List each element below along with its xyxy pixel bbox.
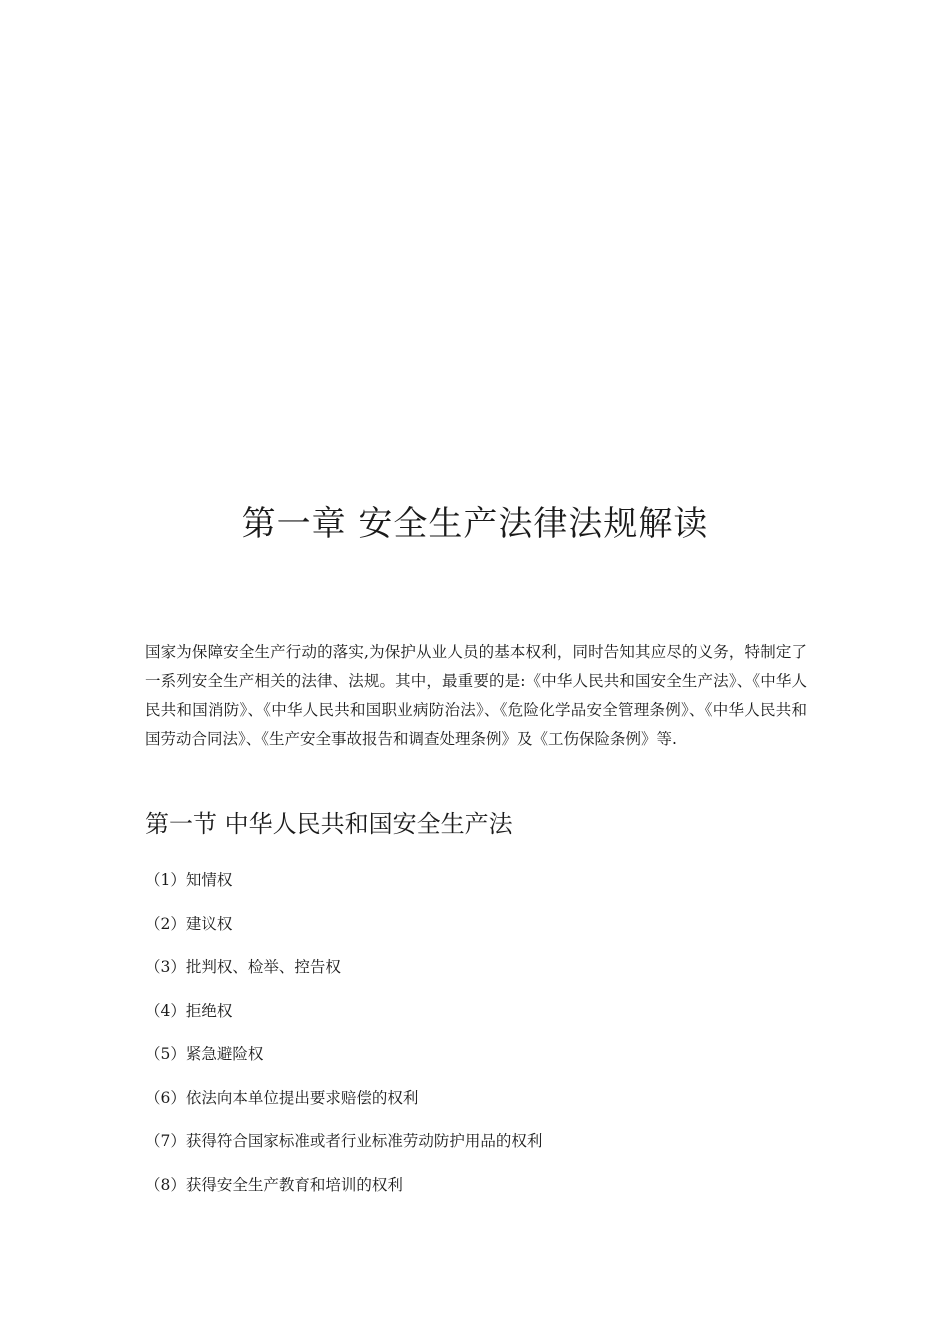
intro-paragraph: 国家为保障安全生产行动的落实,为保护从业人员的基本权利，同时告知其应尽的义务，特制定了一系列安全生产相关的法律、法规。其中，最重要的是:《中华人民共和国安全生产法》、《中华人民共和国消防》、《中华人民共和国职业病防治法》、《危险化学品安全管理条例》、《中华人民共和国劳动合同法》、《生产安全事故报告和调查处理条例》及《工伤保险条例》等. — [145, 643, 807, 748]
list-item: （6）依法向本单位提出要求赔偿的权利 — [145, 1088, 419, 1107]
list-item: （8）获得安全生产教育和培训的权利 — [145, 1175, 403, 1194]
rights-list — [145, 866, 542, 1214]
list-item: （1）知情权 — [145, 871, 233, 889]
chapter-title: 第一章 安全生产法律法规解读 — [241, 504, 709, 544]
section-title: 第一节 中华人民共和国安全生产法 — [145, 810, 513, 838]
list-item: （2）建议权 — [145, 914, 233, 933]
list-item: （3）批判权、检举、控告权 — [145, 958, 341, 976]
list-item: （7）获得符合国家标准或者行业标准劳动防护用品的权利 — [145, 1132, 543, 1150]
list-item: （5）紧急避险权 — [145, 1045, 264, 1063]
list-item: （4）拒绝权 — [145, 1001, 233, 1020]
